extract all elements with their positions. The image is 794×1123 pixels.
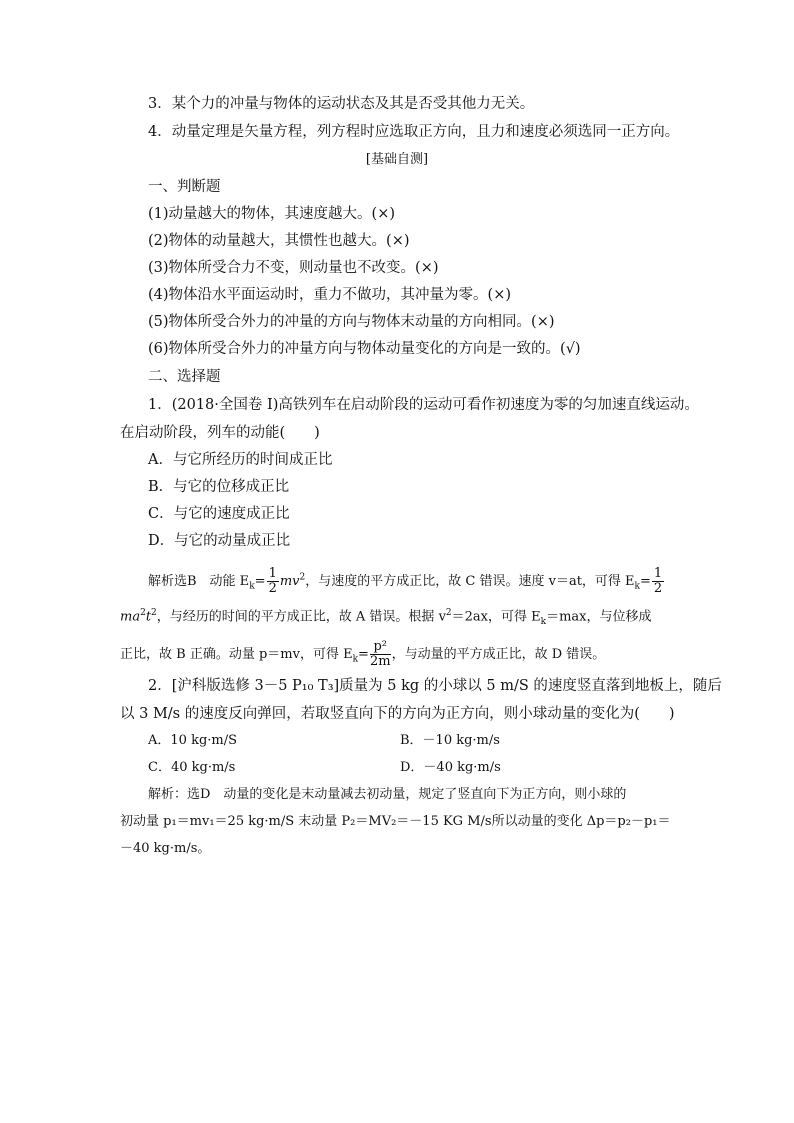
judge-item: (1)动量越大的物体，其速度越大。(×) <box>148 206 396 222</box>
section-title: [基础自测] <box>365 152 429 167</box>
option-c: C．40 kg·m/s <box>148 760 236 775</box>
fraction-denominator: 2m <box>369 654 391 669</box>
solution-1-line-1 <box>148 567 665 597</box>
superscript: 2 <box>299 572 306 583</box>
judge-item: (6)物体所受合外力的冲量方向与物体动量变化的方向是一致的。(√) <box>148 341 581 357</box>
fraction-numerator: p² <box>370 640 391 655</box>
fraction <box>370 640 391 669</box>
option-d: D．－40 kg·m/s <box>400 760 501 775</box>
subscript: k <box>352 654 359 665</box>
fraction-numerator: 1 <box>653 566 663 581</box>
judge-item: (2)物体的动量越大，其惯性也越大。(×) <box>148 233 410 249</box>
question-1-stem: 1．(2018·全国卷 Ⅰ)高铁列车在启动阶段的运动可看作初速度为零的匀加速直线运动。 <box>148 397 699 413</box>
subscript: k <box>540 616 547 627</box>
option-c: C．与它的速度成正比 <box>148 506 290 522</box>
solution-text: ，与速度的平方成正比，故 C 错误。速度 v＝at，可得 E <box>305 574 635 589</box>
equals-sign: = <box>358 647 369 662</box>
solution-text: ＝2ax，可得 E <box>451 609 541 625</box>
judge-heading: 一、判断题 <box>148 179 221 195</box>
choice-heading: 二、选择题 <box>148 369 221 385</box>
question-1-stem-cont: 在启动阶段，列车的动能( ) <box>120 425 320 441</box>
subscript: k <box>634 581 641 592</box>
judge-item: (4)物体沿水平面运动时，重力不做功，其冲量为零。(×) <box>148 287 512 303</box>
solution-1-line-3 <box>120 640 605 670</box>
solution-text: 解析选B 动能 E <box>148 574 250 589</box>
equals-sign: = <box>254 574 266 589</box>
option-b: B．与它的位移成正比 <box>148 479 290 495</box>
superscript: 2 <box>151 608 157 618</box>
fraction <box>652 567 664 596</box>
point-4: 4．动量定理是矢量方程，列方程时应选取正方向，且力和速度必须选同一正方向。 <box>148 124 680 140</box>
fraction-denominator: 2 <box>268 581 277 596</box>
question-2-stem: 2．[沪科版选修 3－5 P₁₀ T₃]质量为 5 kg 的小球以 5 m/S 的速度竖直落到地板上，随后 <box>148 678 722 694</box>
solution-text: ，与经历的时间的平方成正比，故 A 错误。根据 v <box>156 609 446 625</box>
solution-text: ＝max，与位移成 <box>546 609 652 625</box>
fraction <box>267 567 279 596</box>
superscript: 2 <box>445 608 452 618</box>
solution-2-line-1: 解析：选D 动量的变化是末动量减去初动量，规定了竖直向下为正方向，则小球的 <box>148 787 627 802</box>
superscript: 2 <box>140 608 146 618</box>
formula-text: t <box>145 609 152 625</box>
fraction-denominator: 2 <box>653 581 663 596</box>
formula-text: ma <box>120 609 141 625</box>
option-a: A．与它所经历的时间成正比 <box>148 452 333 468</box>
judge-item: (5)物体所受合外力的冲量的方向与物体末动量的方向相同。(×) <box>148 314 555 330</box>
judge-item: (3)物体所受合力不变，则动量也不改变。(×) <box>148 260 439 276</box>
point-3: 3．某个力的冲量与物体的运动状态及其是否受其他力无关。 <box>148 96 535 112</box>
fraction-numerator: 1 <box>268 566 277 581</box>
solution-2-line-3: －40 kg·m/s。 <box>120 841 211 856</box>
option-b: B．－10 kg·m/s <box>400 733 500 748</box>
subscript: k <box>249 581 255 592</box>
option-d: D．与它的动量成正比 <box>148 533 291 549</box>
solution-2-line-2: 初动量 p₁＝mv₁＝25 kg·m/S 末动量 P₂＝MV₂＝－15 KG M/s所以动量的变化 Δp＝p₂－p₁＝ <box>120 814 671 829</box>
solution-1-line-2 <box>120 603 652 632</box>
formula-text: mv <box>279 574 300 589</box>
solution-text: 正比，故 B 正确。动量 p＝mv，可得 E <box>120 647 353 662</box>
equals-sign: = <box>640 574 651 589</box>
option-a: A．10 kg·m/S <box>148 733 238 748</box>
question-2-stem-cont: 以 3 M/s 的速度反向弹回，若取竖直向下的方向为正方向，则小球动量的变化为( ) <box>120 706 675 722</box>
solution-text: ，与动量的平方成正比，故 D 错误。 <box>391 647 606 662</box>
